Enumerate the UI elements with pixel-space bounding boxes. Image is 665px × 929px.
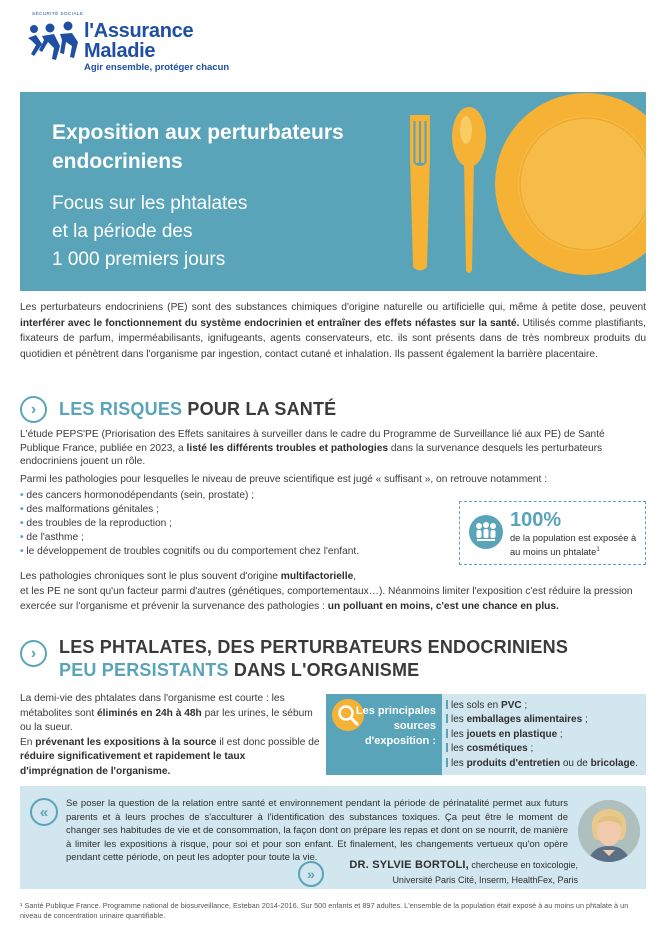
exposure-item-post: ;: [521, 700, 528, 711]
exposure-label-panel: [326, 694, 442, 775]
quote-open-icon: «: [30, 798, 58, 826]
exposure-item-post: ;: [582, 714, 588, 726]
phtalates-paragraph-2: [20, 736, 320, 780]
exposure-item-bold: produits d'entretien: [466, 757, 561, 769]
logo-figures-icon: [24, 16, 82, 66]
stat-value: 100%: [510, 509, 562, 531]
securite-sociale-label: SÉCURITÉ SOCIALE: [32, 11, 84, 16]
list-item: [446, 699, 638, 713]
assurance-maladie-logo[interactable]: [22, 10, 242, 72]
stat-text: [510, 532, 642, 558]
list-item: • des cancers hormonodépendants (sein, prostate) ;: [20, 489, 646, 503]
section-phtalates-heading: [20, 636, 568, 682]
section-phtalates-accent: PEU PERSISTANTS: [59, 660, 229, 680]
conclusion-bold-1: multifactorielle: [280, 571, 354, 582]
phtalates-p1-text-1: La demi-vie des phtalates dans l'organisme est courte : les métabolites sont: [20, 693, 285, 719]
intro-bold-1: interférer avec le fonctionnement du système endocrinien et entraîner des effets néfastes sur la santé.: [20, 317, 520, 329]
section-risques-accent: LES RISQUES: [59, 399, 183, 419]
brand-tagline: Agir ensemble, protéger chacun: [84, 62, 230, 73]
hero-title: Exposition aux perturbateurs endocriniens: [52, 121, 344, 173]
conclusion-bold-2: un polluant en moins, c'est une chance en plus.: [327, 601, 559, 612]
exposure-item-post: ;: [557, 728, 563, 740]
exposure-item-bold: cosmétiques: [466, 743, 528, 755]
section-phtalates-rest: DANS L'ORGANISME: [228, 660, 420, 680]
hero-subtitle-line1: Focus sur les phtalates: [52, 193, 248, 214]
phtalates-body: [20, 692, 320, 780]
stat-description: de la population est exposée à au moins un phtalate: [510, 533, 637, 558]
exposure-item-pre: les sols en: [451, 700, 502, 711]
exposure-item-post-2: .: [635, 757, 638, 769]
hero-banner: [20, 92, 646, 291]
exposure-item-bold: PVC: [501, 700, 522, 711]
hero-subtitle-line2: et la période des: [52, 221, 193, 242]
list-item: [446, 713, 638, 727]
exposure-item-pre: les: [451, 757, 467, 769]
expert-quote: [20, 786, 646, 889]
exposure-item-post: ou de: [560, 757, 591, 769]
footnote: ¹ Santé Publique France. Programme national de biosurveillance, Esteban 2014-2016. Sur 500 enfants et 897 adultes. L'ensemble de la population était exposé à au moins un phtalate à un niveau de concentration urinaire quantifiable.: [20, 901, 629, 920]
exposure-label: Les principales sources d'exposition :: [355, 705, 436, 747]
quote-close-icon: »: [298, 861, 324, 887]
group-people-icon: [468, 514, 504, 550]
stat-callout: [459, 501, 646, 565]
list-item: • le développement de troubles cognitifs ou du comportement chez l'enfant.: [20, 545, 646, 559]
exposure-sources-box: [326, 694, 646, 775]
chevron-right-icon: ›: [20, 396, 47, 423]
phtalates-p2-text-2: il est donc possible de: [216, 736, 320, 748]
section-risques-rest: POUR LA SANTÉ: [182, 399, 337, 419]
exposure-list: [446, 699, 638, 771]
conclusion-text-2: ,: [353, 571, 357, 582]
brand-name-line1: l'Assurance: [84, 20, 194, 42]
list-item: • des malformations génitales ;: [20, 503, 646, 517]
exposure-item-pre: les: [451, 714, 467, 726]
risques-conclusion: [20, 569, 646, 614]
exposure-item-pre: les: [451, 728, 467, 740]
phtalates-p1-text-2: par les urines, le sébum ou la sueur.: [20, 707, 313, 734]
conclusion-line-1: [20, 569, 646, 584]
author-name: DR. SYLVIE BORTOLI,: [349, 859, 469, 871]
phtalates-p1-bold: éliminés en 24h à 48h: [97, 707, 202, 719]
author-line-1: [349, 858, 578, 873]
intro-paragraph: [20, 300, 646, 362]
section-phtalates-line2: [59, 659, 568, 682]
risques-p1-text-2: dans la survenance desquels les perturbateurs endocriniens jouent un rôle.: [20, 442, 603, 468]
hero-subtitle-line3: 1 000 premiers jours: [52, 249, 226, 270]
quote-author: [349, 858, 578, 887]
chevron-right-icon: ›: [20, 640, 47, 667]
risques-p1-bold: listé les différents troubles et pathologies: [186, 442, 389, 454]
intro-text-1: Les perturbateurs endocriniens (PE) sont des substances chimiques d'origine naturelle ou artificielle qui, même à petite dose, peuvent: [20, 302, 646, 313]
phtalates-p2-bold-1: prévenant les expositions à la source: [35, 736, 217, 748]
list-item: [446, 742, 638, 756]
conclusion-text-3: et les PE ne sont qu'un facteur parmi d'autres (génétiques, comportementaux…). Néanmoins limiter l'exposition c'est réduire la pression exercée sur l'organisme et prévenir la survenance des pathologies :: [20, 586, 633, 612]
exposure-item-pre: les: [451, 743, 467, 755]
author-affiliation: Université Paris Cité, Inserm, HealthFex, Paris: [392, 875, 578, 885]
risques-p1-text-1: L'étude PEPS'PE (Priorisation des Effets sanitaires à surveiller dans le cadre du Programme de Surveillance lié aux PE) de Santé Publique France, publiée en 2023, a: [20, 429, 605, 454]
risques-paragraph-2: Parmi les pathologies pour lesquelles le niveau de preuve scientifique est jugé « suffisant », on retrouve notamment :: [20, 473, 548, 485]
exposure-item-bold: jouets en plastique: [466, 728, 558, 740]
risques-paragraph-1: [20, 428, 646, 469]
section-risques-heading: [20, 396, 336, 423]
list-item: • des troubles de la reproduction ;: [20, 517, 646, 531]
section-phtalates-line1: LES PHTALATES, DES PERTURBATEURS ENDOCRINIENS: [59, 637, 569, 657]
list-item: [446, 728, 638, 742]
exposure-item-bold-2: bricolage: [590, 757, 636, 769]
intro-text-2: Utilisés comme plastifiants, fixateurs de parfum, imperméabilisants, ignifugeants, agents conservateurs, etc. ils sont présents dans de très nombreux produits du quotidien et pénètrent dans l'organisme par ingestion, contact cutané et inhalation. Ils passent également la barrière placentaire.: [20, 317, 646, 360]
phtalates-paragraph-1: [20, 692, 320, 736]
list-item: [446, 757, 638, 771]
conclusion-text-1: Les pathologies chroniques sont le plus souvent d'origine: [20, 571, 281, 582]
conclusion-line-2: [20, 584, 646, 614]
quote-text: Se poser la question de la relation entre santé et environnement pendant la période de périnatalité permet aux futurs parents et à leurs proches de s'acculturer à l'identification des substances toxiques. Ça peut être le moment de changer ses habitudes de vie et de consommation, la façon dont on prépare les repas et dont on se nourrit, de manière à limiter les expositions à risque, pour soi et pour son enfant. Et finalement, les changements vertueux qu'on opère pendant cette période, on peut les adopter pour toute la vie.: [66, 798, 568, 864]
stat-footnote-ref: 1: [596, 547, 600, 553]
author-photo: [578, 800, 640, 862]
exposure-item-post: ;: [527, 743, 534, 755]
hero-subtitle: [52, 190, 352, 274]
phtalates-p2-text-1: En: [20, 736, 36, 748]
author-role: chercheuse en toxicologie,: [468, 860, 578, 870]
phtalates-p2-bold-2: réduire significativement et rapidement le taux d'imprégnation de l'organisme.: [20, 751, 246, 777]
list-item: • de l'asthme ;: [20, 531, 646, 545]
brand-name-line2: Maladie: [84, 40, 156, 62]
exposure-item-bold: emballages alimentaires: [466, 714, 583, 726]
